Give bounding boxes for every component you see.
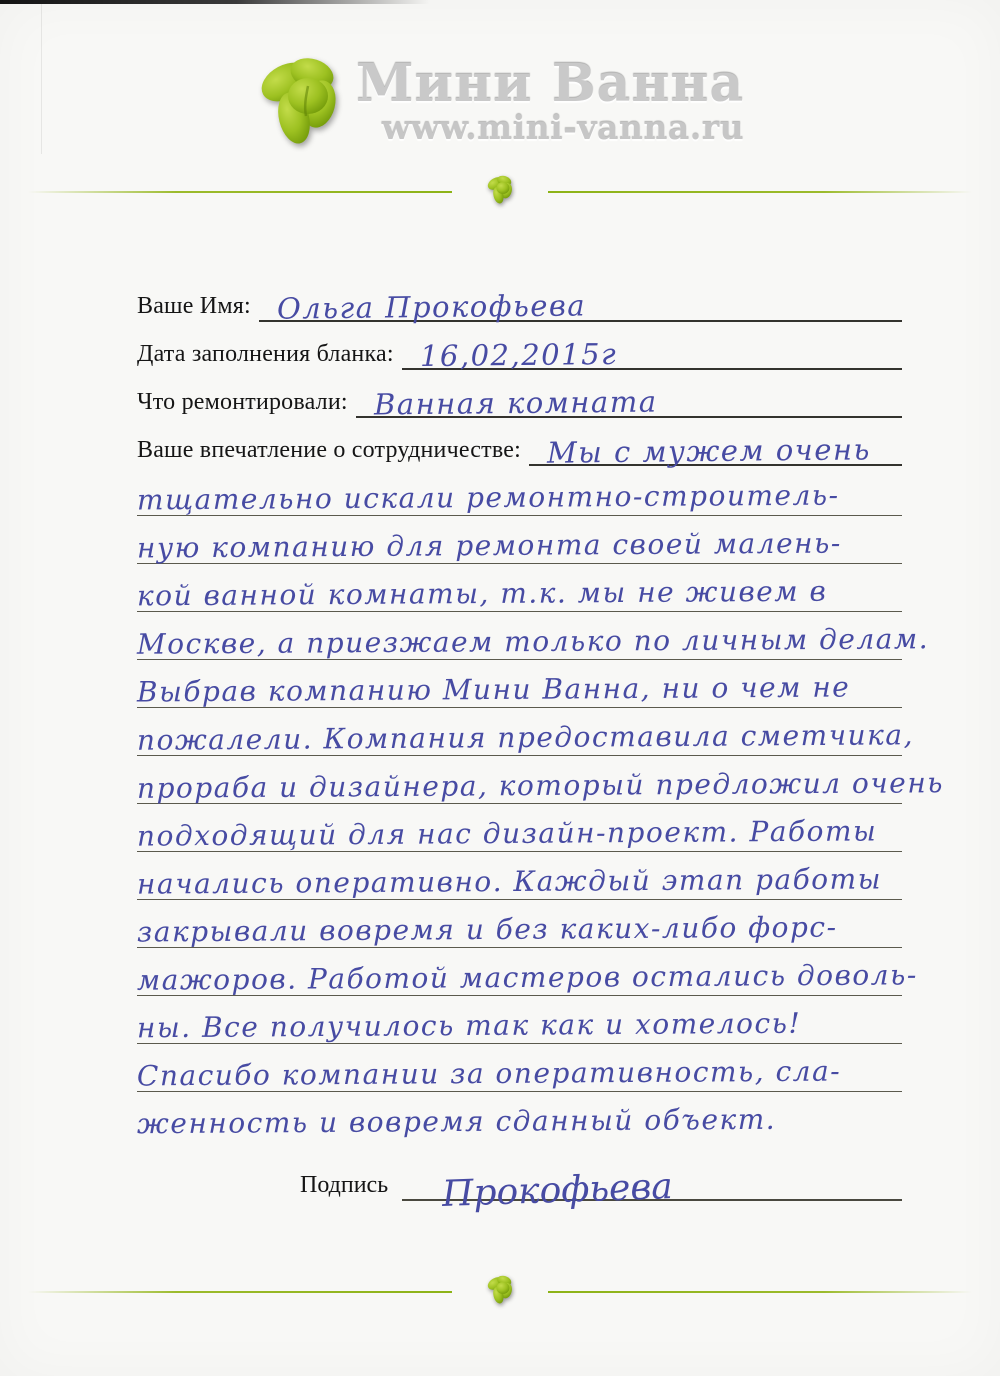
- review-line: [137, 804, 902, 852]
- review-line-text: кой ванной комнаты, т.к. мы не живем в: [136, 574, 828, 613]
- handwritten-review: [136, 468, 945, 1141]
- renovated-field-value: Ванная комната: [373, 384, 658, 422]
- signature-line: [402, 1155, 902, 1216]
- signature-value: Прокофьева: [441, 1165, 674, 1216]
- review-line: [136, 948, 918, 997]
- divider-line: [28, 191, 452, 193]
- review-line-text: начались оперативно. Каждый этап работы: [136, 862, 883, 901]
- divider-line: [548, 191, 972, 193]
- review-line: [137, 996, 902, 1044]
- review-line-text: мажоров. Работой мастеров остались доволь-: [136, 958, 918, 997]
- divider-line: [548, 1291, 972, 1293]
- renovated-field-line: [356, 376, 902, 422]
- review-line-text: закрывали вовремя и без каких-либо форс-: [136, 910, 838, 949]
- review-line: [137, 1092, 902, 1139]
- review-line: [137, 660, 902, 708]
- scan-artifact-left-edge: [41, 4, 42, 154]
- field-row-name: [137, 274, 902, 326]
- form-content: [136, 274, 945, 1141]
- review-line: [136, 612, 930, 661]
- review-line-text: ны. Все получилось так как и хотелось!: [136, 1006, 802, 1045]
- brand-website: www.mini-vanna.ru: [381, 107, 745, 147]
- date-field-line: [402, 328, 902, 374]
- review-line: [137, 1044, 902, 1092]
- field-row-date: [137, 322, 902, 374]
- review-line: [136, 756, 945, 805]
- review-line-text: прораба и дизайнера, который предложил очень: [136, 766, 945, 805]
- scan-artifact-top-edge: [0, 0, 430, 4]
- leaf-logo-icon: [256, 52, 342, 152]
- name-field-line: [259, 280, 902, 326]
- review-line-text: женность и вовремя сданный объект.: [136, 1102, 777, 1141]
- date-field-label: Дата заполнения бланка:: [137, 341, 394, 367]
- brand-name: Мини Ванна: [355, 52, 745, 114]
- header: [0, 0, 1000, 152]
- review-line-text: Москве, а приезжаем только по личным делам.: [136, 622, 930, 661]
- leaf-divider-icon: [486, 1273, 514, 1307]
- review-line-text: Выбрав компанию Мини Ванна, ни о чем не: [136, 670, 851, 709]
- field-row-impression: [137, 418, 902, 470]
- review-line-text: тщательно искали ремонтно-строитель-: [136, 478, 840, 517]
- bottom-divider: [28, 1274, 972, 1310]
- impression-field-label: Ваше впечатление о сотрудничестве:: [137, 437, 521, 463]
- name-field-label: Ваше Имя:: [137, 293, 251, 319]
- review-line-text: Спасибо компании за оперативность, сла-: [136, 1054, 842, 1093]
- divider-line: [28, 1291, 452, 1293]
- review-line: [137, 900, 902, 948]
- review-line: [137, 564, 902, 612]
- impression-field-value: Мы с мужем очень: [546, 432, 871, 470]
- brand-block: [355, 52, 745, 147]
- name-field-value: Ольга Прокофьева: [276, 288, 587, 326]
- review-line-text: пожалели. Компания предоставила сметчика,: [136, 718, 915, 757]
- review-line: [136, 708, 915, 757]
- renovated-field-label: Что ремонтировали:: [137, 389, 348, 415]
- review-line: [137, 852, 902, 900]
- review-line: [137, 468, 902, 516]
- top-divider: [28, 174, 972, 210]
- date-field-value: 16,02,2015г: [419, 336, 618, 374]
- field-row-renovated: [137, 370, 902, 422]
- leaf-divider-icon: [486, 173, 514, 207]
- signature-row: [300, 1151, 902, 1216]
- review-line-text: подходящий для нас дизайн-проект. Работы: [136, 814, 878, 853]
- review-line: [137, 516, 902, 564]
- signature-label: Подпись: [300, 1172, 389, 1198]
- review-line-text: ную компанию для ремонта своей малень-: [136, 526, 842, 565]
- impression-field-line: [529, 424, 902, 470]
